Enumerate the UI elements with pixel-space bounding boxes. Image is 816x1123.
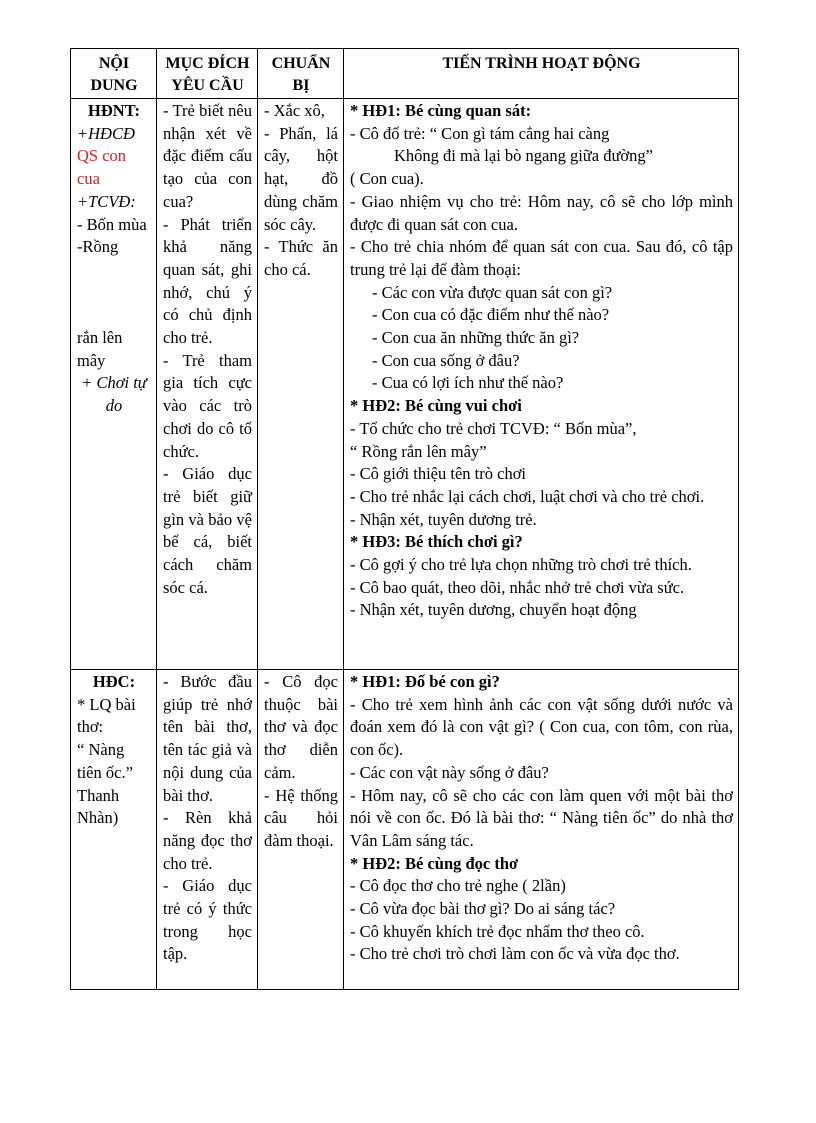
preparation-item: - Hệ thống câu hỏi đàm thoại. (264, 785, 338, 850)
noi-dung-cell (71, 670, 157, 990)
objective-item: - Trẻ tham gia tích cực vào các trò chơi do cô tổ chức. (163, 350, 252, 461)
table-row (71, 99, 739, 670)
step-line: - Cô khuyến khích trẻ đọc nhẩm thơ theo cô. (350, 921, 645, 941)
activity-line: +HĐCĐ (77, 123, 135, 143)
step-title: * HĐ1: Bé cùng quan sát: (350, 101, 532, 120)
activity-line: - Bốn mùa (77, 214, 147, 234)
step-line: - Cô vừa đọc bài thơ gì? Do ai sáng tác? (350, 899, 616, 919)
activity-title: HĐC: (92, 672, 136, 691)
step-title: * HĐ2: Bé cùng đọc thơ (350, 853, 519, 873)
question-item: - Con cua sống ở đâu? (372, 350, 520, 370)
activity-line: * LQ bài thơ: (77, 694, 136, 737)
tien-trinh-cell (344, 670, 739, 990)
lesson-plan-table (70, 48, 739, 990)
spacer (77, 259, 151, 327)
question-item: - Các con vừa được quan sát con gì? (372, 282, 613, 302)
step-line: - Cô bao quát, theo dõi, nhắc nhở trẻ chơi vừa sức. (350, 577, 685, 597)
step-line: - Cô đố trẻ: “ Con gì tám cẳng hai càng (350, 123, 610, 143)
step-line: - Cô gợi ý cho trẻ lựa chọn những trò chơi trẻ thích. (350, 555, 692, 575)
objective-item: - Trẻ biết nêu nhận xét về đặc điểm cấu tạo của con cua? (163, 101, 252, 211)
step-title: * HĐ1: Đố bé con gì? (350, 672, 500, 691)
step-line: - Cho trẻ chơi trò chơi làm con ốc và vừa đọc thơ. (350, 944, 680, 964)
step-line: - Nhận xét, tuyên dương trẻ. (350, 509, 537, 529)
activity-line: -Rồng (77, 237, 119, 257)
header-row (71, 49, 739, 99)
header-muc-dich: MỤC ĐÍCH YÊU CẦU (157, 49, 258, 99)
objective-item: - Phát triển khả năng quan sát, ghi nhớ, chú ý có chủ định cho trẻ. (163, 214, 252, 348)
objective-item: - Giáo dục trẻ biết giữ gìn và bảo vệ bể cá, biết cách chăm sóc cá. (163, 464, 252, 597)
activity-line: QS con cua (77, 146, 127, 189)
objective-item: - Bước đầu giúp trẻ nhớ tên bài thơ, tên tác giả và nội dung của bài thơ. (163, 672, 252, 805)
riddle-line: Không đi mà lại bò ngang giữa đường” (394, 146, 653, 166)
step-line: - Các con vật này sống ở đâu? (350, 762, 549, 782)
step-line: - Giao nhiệm vụ cho trẻ: Hôm nay, cô sẽ cho lớp mình được đi quan sát con cua. (350, 191, 733, 234)
step-line: - Cô giới thiệu tên trò chơi (350, 464, 527, 484)
step-line: - Tổ chức cho trẻ chơi TCVĐ: “ Bốn mùa”, (350, 418, 637, 438)
preparation-item: - Xắc xô, (264, 101, 325, 120)
step-line: - Cho trẻ xem hình ảnh các con vật sống dưới nước và đoán xem đó là con vật gì? ( Con cua, con tôm, con rùa, con ốc). (350, 694, 733, 760)
question-item: - Cua có lợi ích như thế nào? (372, 373, 564, 393)
muc-dich-cell (157, 670, 258, 990)
preparation-item: - Thức ăn cho cá. (264, 237, 338, 279)
question-item: - Con cua có đặc điểm như thế nào? (372, 305, 610, 325)
muc-dich-cell (157, 99, 258, 670)
objective-item: - Giáo dục trẻ có ý thức trong học tập. (163, 876, 252, 964)
activity-line: +TCVĐ: (77, 191, 136, 211)
step-title: * HĐ3: Bé thích chơi gì? (350, 532, 523, 552)
step-line: - Cho trẻ chia nhóm để quan sát con cua. Sau đó, cô tập trung trẻ lại để đàm thoại: (350, 237, 733, 279)
noi-dung-cell (71, 99, 157, 670)
question-item: - Con cua ăn những thức ăn gì? (372, 328, 580, 348)
objective-item: - Rèn khả năng đọc thơ cho trẻ. (163, 808, 252, 873)
step-line: - Cô đọc thơ cho trẻ nghe ( 2lần) (350, 876, 566, 896)
preparation-item: - Cô đọc thuộc bài thơ và đọc thơ diễn cảm. (264, 672, 338, 782)
table-row (71, 670, 739, 990)
activity-line: rắn lên mây (77, 327, 123, 370)
header-tien-trinh: TIẾN TRÌNH HOẠT ĐỘNG (344, 49, 739, 99)
preparation-item: - Phấn, lá cây, hột hạt, đồ dùng chăm sóc cây. (264, 123, 338, 234)
activity-title: HĐNT: (88, 101, 140, 120)
step-line: “ Rồng rắn lên mây” (350, 441, 487, 461)
activity-line: + Chơi tự do (81, 373, 147, 416)
step-title: * HĐ2: Bé cùng vui chơi (350, 396, 522, 416)
chuan-bi-cell (258, 670, 344, 990)
activity-line: “ Nàng tiên ốc.” Thanh Nhàn) (77, 740, 133, 828)
header-noi-dung: NỘI DUNG (71, 49, 157, 99)
riddle-answer: ( Con cua). (350, 169, 424, 189)
step-line: - Cho trẻ nhắc lại cách chơi, luật chơi và cho trẻ chơi. (350, 486, 705, 506)
tien-trinh-cell (344, 99, 739, 670)
header-chuan-bi: CHUẨN BỊ (258, 49, 344, 99)
step-line: - Hôm nay, cô sẽ cho các con làm quen với một bài thơ nói về con ốc. Đó là bài thơ: “ Nàng tiên ốc” do nhà thơ Vân Lâm sáng tác. (350, 785, 733, 850)
step-line: - Nhận xét, tuyên dương, chuyển hoạt động (350, 600, 637, 620)
chuan-bi-cell (258, 99, 344, 670)
